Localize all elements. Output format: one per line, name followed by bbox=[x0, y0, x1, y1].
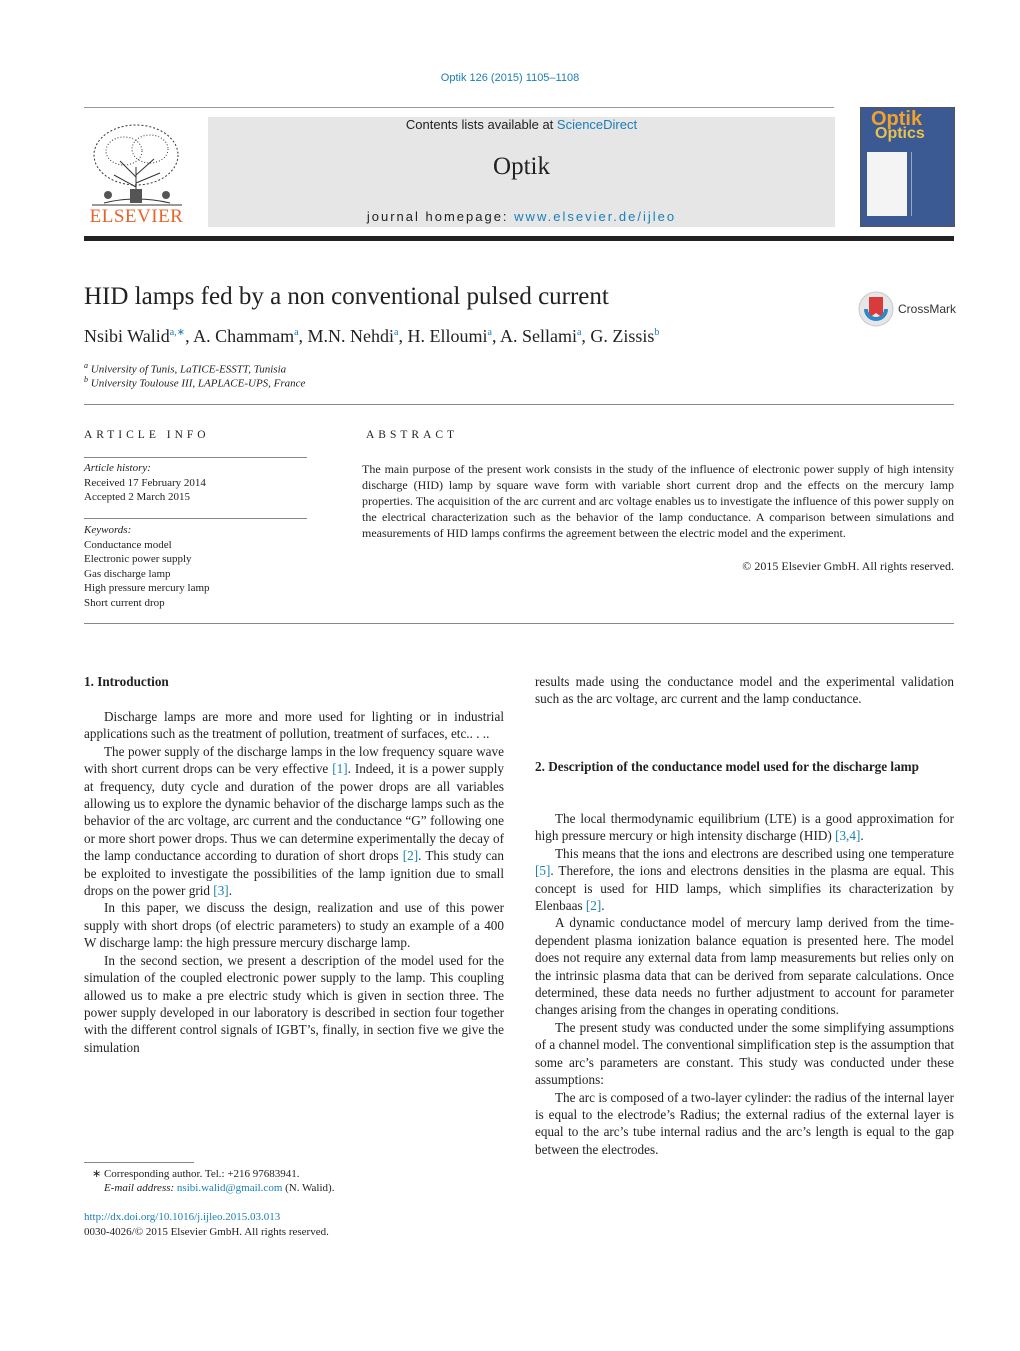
cover-title-optik: Optik bbox=[871, 108, 923, 130]
article-info-heading: ARTICLE INFO bbox=[84, 429, 210, 441]
affiliation-sup: b bbox=[84, 375, 88, 384]
affiliation-text: University Toulouse III, LAPLACE-UPS, France bbox=[90, 377, 306, 390]
paragraph: In the second section, we present a description of the model used for the simulation of the coupled electronic power supply to the lamp. This coupling allowed us to make a pre electric study which is given in section three. The power supply developed in our laboratory is described in section four together with the different control signals of IGBT’s, finally, in section five we give the simulation bbox=[84, 952, 504, 1055]
paragraph-text: . bbox=[860, 828, 864, 844]
issn-copyright: 0030-4026/© 2015 Elsevier GmbH. All rights reserved. bbox=[84, 1226, 329, 1238]
section-1-heading: 1. Introduction bbox=[84, 674, 169, 689]
contents-prefix: Contents lists available at bbox=[405, 117, 557, 132]
paragraph bbox=[535, 845, 954, 915]
author-name[interactable]: A. Chammam bbox=[193, 326, 295, 346]
crossmark-label: CrossMark bbox=[898, 302, 957, 316]
author-affil-sup[interactable]: a bbox=[576, 327, 582, 338]
crossmark-icon bbox=[858, 290, 894, 328]
affiliation-sup: a bbox=[84, 361, 88, 370]
author-name[interactable]: G. Zissis bbox=[590, 326, 655, 346]
paragraph: Discharge lamps are more and more used for lighting or in industrial applications such as the treatment of pollution, treatment of surfaces, etc.. . .. bbox=[84, 709, 504, 742]
paragraph-text: This means that the ions and electrons are described using one temperature bbox=[555, 845, 954, 861]
column-2-continuation bbox=[535, 673, 954, 708]
homepage-prefix: journal homepage: bbox=[366, 209, 515, 224]
author-name[interactable]: A. Sellami bbox=[499, 326, 577, 346]
reference-link[interactable]: [2] bbox=[585, 898, 602, 914]
affiliation-b bbox=[84, 375, 305, 390]
paragraph: A dynamic conductance model of mercury lamp derived from the time-dependent plasma ionization balance equation is presented here. The model does not require any external data from lamp measurements but relies only on the intrinsic plasma data that can be derived from separate calculations. Once determined, these data needs no further adjustment to account for parameter changes arising from the changes in operating conditions. bbox=[535, 915, 954, 1018]
title-block-rule bbox=[84, 404, 954, 405]
author-list: Nsibi Walid$^{a,∗}$, A. Chammam$^a$, M.N. Nehdi$^a$, H. Elloumi$^a$, A. Sellami$^a$, G. Zissis$^b$ bbox=[84, 326, 660, 346]
accepted-date: Accepted 2 March 2015 bbox=[84, 491, 190, 503]
journal-cover-image[interactable] bbox=[860, 107, 955, 227]
abstract-text: The main purpose of the present work consists in the study of the influence of electronic power supply of high intensity discharge (HID) lamp by square wave form with variable short current drop and the effects on the mercury lamp properties. The acquisition of the arc current and arc voltage enables us to investigate the influence of this power supply on the electrical characterization such as the behavior of the lamp conductance. A comparison between simulations and measurements of HID lamps confirms the agreement between the electric model and the experiment. bbox=[362, 462, 954, 540]
reference-link[interactable]: [1] bbox=[332, 761, 348, 777]
keywords-rule bbox=[84, 518, 307, 519]
cover-contents-panel bbox=[867, 152, 907, 216]
reference-link[interactable]: [3,4] bbox=[835, 828, 861, 844]
paragraph-text: . bbox=[601, 898, 605, 914]
corresponding-author-text: Corresponding author. Tel.: +216 97683941. bbox=[103, 1168, 300, 1180]
article-info-rule bbox=[84, 457, 307, 458]
header-top-rule bbox=[84, 107, 834, 108]
paragraph: In this paper, we discuss the design, realization and use of this power supply with short drops (of electric parameters) to study an example of a 400 W discharge lamp: the high pressure mercury discharge lamp. bbox=[84, 900, 504, 951]
paragraph-text: . Indeed, it is a power supply at frequency, duty cycle and duration of the power drops are all variables allowing us to explore the dynamic behavior of the discharge lamps such as the behavior of the arc voltage, arc current and the conductance “G” following one or more short power drops. Thus we can determine experimentally the decay of the lamp conductance according to duration of short drops bbox=[84, 761, 505, 864]
author-name[interactable]: Nsibi Walid bbox=[84, 326, 170, 346]
keyword: Electronic power supply bbox=[84, 553, 192, 565]
author-affil-sup[interactable]: a bbox=[394, 327, 399, 338]
keyword: Conductance model bbox=[84, 538, 172, 551]
doi-link[interactable]: http://dx.doi.org/10.1016/j.ijleo.2015.03.013 bbox=[84, 1211, 281, 1223]
history-label: Article history: bbox=[84, 462, 151, 474]
email-note bbox=[104, 1182, 334, 1194]
homepage-link[interactable]: www.elsevier.de/ijleo bbox=[514, 209, 677, 224]
column-1-body bbox=[84, 708, 504, 1056]
paragraph-text: . Therefore, the ions and electrons densities in the plasma are equal. This concept is used for HID lamps, which simplifies its characterization by Elenbaas bbox=[535, 863, 954, 914]
affiliation-a bbox=[84, 361, 286, 376]
author-affil-sup[interactable]: a bbox=[294, 327, 299, 338]
paragraph: The present study was conducted under the some simplifying assumptions of a channel model. The conventional simplification step is the assumption that some arc’s parameters are constant. This study was conducted under these assumptions: bbox=[535, 1019, 954, 1088]
journal-name[interactable]: Optik bbox=[493, 153, 550, 180]
abstract-copyright: © 2015 Elsevier GmbH. All rights reserved. bbox=[742, 559, 954, 573]
keyword: Short current drop bbox=[84, 596, 165, 609]
corresponding-author-note bbox=[92, 1167, 300, 1180]
paragraph-text: . This study can be exploited to investigate the possibilities of the lamp ignition due to small drops on the power grid bbox=[84, 848, 504, 899]
paragraph bbox=[84, 743, 504, 900]
reference-link[interactable]: [5] bbox=[535, 863, 551, 879]
contents-line bbox=[208, 117, 835, 132]
footnote-rule bbox=[84, 1162, 194, 1163]
reference-link[interactable]: [3] bbox=[213, 883, 229, 899]
header-thick-rule bbox=[84, 236, 954, 241]
cover-title-optics: Optics bbox=[875, 125, 925, 142]
paragraph: The arc is composed of a two-layer cylinder: the radius of the internal layer is equal to the electrode’s Radius; the external radius of the external layer is equal to the arc’s tube internal radius and the arc’s length is equal to the gap between the electrodes. bbox=[535, 1089, 954, 1157]
article-history bbox=[84, 461, 206, 505]
cover-side-panel bbox=[911, 152, 950, 216]
reference-link[interactable]: [2] bbox=[402, 848, 419, 864]
author-affil-sup[interactable]: b bbox=[654, 327, 660, 338]
email-label: E-mail address: bbox=[104, 1182, 177, 1194]
abstract-bottom-rule bbox=[84, 623, 954, 624]
keywords-block bbox=[84, 523, 210, 610]
paragraph-text: . bbox=[228, 883, 232, 899]
journal-citation[interactable]: Optik 126 (2015) 1105–1108 bbox=[440, 72, 580, 84]
journal-homepage bbox=[208, 209, 835, 224]
paragraph: results made using the conductance model and the experimental validation such as the arc voltage, arc current and the lamp conductance. bbox=[535, 674, 954, 707]
article-title: HID lamps fed by a non conventional pulsed current bbox=[84, 283, 609, 310]
crossmark-badge[interactable] bbox=[858, 290, 956, 328]
paragraph bbox=[535, 810, 954, 845]
paragraph-text: The power supply of the discharge lamps in the low frequency square wave with short current drops can be very effective bbox=[84, 743, 504, 777]
author-name[interactable]: H. Elloumi bbox=[407, 326, 488, 346]
elsevier-wordmark: ELSEVIER bbox=[89, 206, 184, 227]
paragraph-text: The local thermodynamic equilibrium (LTE) is a good approximation for high pressure mercury or high intensity discharge (HID) bbox=[535, 811, 954, 844]
footnote-star: ∗ bbox=[92, 1168, 102, 1180]
keyword: High pressure mercury lamp bbox=[84, 582, 210, 594]
abstract-heading: ABSTRACT bbox=[366, 429, 459, 441]
email-suffix: (N. Walid). bbox=[282, 1182, 335, 1194]
email-link[interactable]: nsibi.walid@gmail.com bbox=[176, 1182, 283, 1194]
keywords-label: Keywords: bbox=[84, 524, 132, 536]
keyword: Gas discharge lamp bbox=[84, 567, 171, 580]
author-affil-sup[interactable]: a bbox=[487, 327, 492, 338]
affiliation-text: University of Tunis, LaTICE-ESSTT, Tunisia bbox=[90, 363, 287, 376]
author-name[interactable]: M.N. Nehdi bbox=[307, 326, 395, 346]
sciencedirect-link[interactable]: ScienceDirect bbox=[556, 117, 638, 132]
author-affil-sup[interactable]: a,∗ bbox=[169, 327, 186, 338]
received-date: Received 17 February 2014 bbox=[84, 476, 206, 489]
section-2-heading: 2. Description of the conductance model used for the discharge lamp bbox=[535, 759, 920, 774]
column-2-body bbox=[535, 810, 954, 1158]
